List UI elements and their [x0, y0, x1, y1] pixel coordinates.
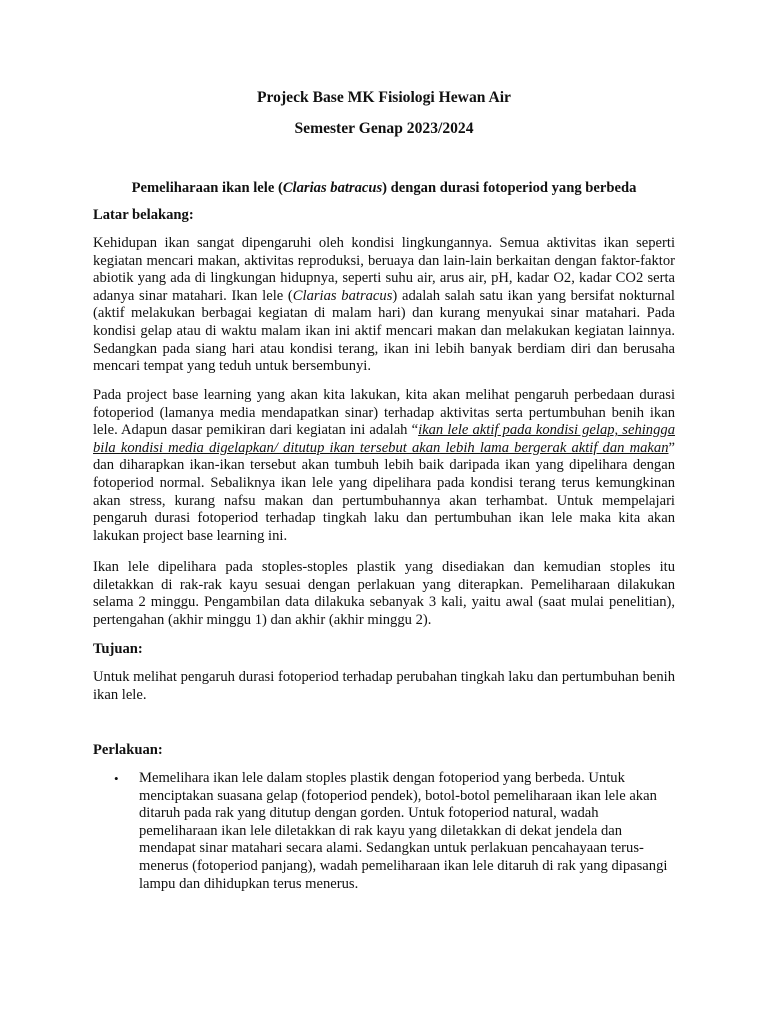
bullet-marker: • [114, 771, 119, 786]
perlakuan-heading: Perlakuan: [93, 742, 163, 758]
latar-p2-before: Pada project base learning yang akan kita lakukan, kita akan melihat pengaruh perbedaan durasi fotoperiod (lamanya media mendapatkan sinar) terhadap aktivitas serta pertumbuhan benih ikan lele. Adapun dasar pemikiran dari kegiatan ini adalah “ [93, 387, 675, 439]
document-title: Projeck Base MK Fisiologi Hewan Air [257, 89, 511, 106]
perlakuan-item-text: Memelihara ikan lele dalam stoples plastik dengan fotoperiod yang berbeda. Untuk menciptakan suasana gelap (fotoperiod pendek), botol-botol pemeliharaan ikan lele akan ditaruh pada rak yang ditutup dengan gorden. Untuk fotoperiod natural, wadah pemeliharaan ikan lele diletakkan di rak kayu yang diletakkan di dekat jendela dan mendapat sinar matahari secara alami. Sedangkan untuk perlakuan pencahayaan terus-menerus (fotoperiod panjang), wadah pemeliharaan ikan lele ditaruh di rak yang dipasangi lampu dan dihidupkan terus menerus. [139, 770, 668, 892]
hypothesis-text: ikan lele aktif pada kondisi gelap, sehingga bila kondisi media digelapkan/ ditutup ikan tersebut akan lebih lama bergerak aktif dan makan [93, 422, 675, 456]
latar-paragraph-2 [93, 387, 675, 545]
latar-p1-species: Clarias batracus [292, 287, 393, 304]
tujuan-heading: Tujuan: [93, 641, 143, 657]
semester-line: Semester Genap 2023/2024 [294, 120, 474, 137]
latar-belakang-heading: Latar belakang: [93, 207, 194, 223]
subtitle-text-after: ) dengan durasi fotoperiod yang berbeda [382, 180, 637, 196]
subtitle-species: Clarias batracus [282, 180, 383, 196]
latar-p2-after: ” dan diharapkan ikan-ikan tersebut akan tumbuh lebih baik daripada ikan yang dipelihara dengan fotoperiod normal. Sebaliknya ikan lele yang dipelihara pada kondisi terang terus kemungkinan akan stress, kurang nafsu makan dan pertumbuhannya akan terhambat. Untuk mempelajari pengaruh durasi fotoperiod terhadap tingkah laku dan pertumbuhan ikan lele maka kita akan lakukan project base learning ini. [93, 439, 675, 544]
tujuan-text: Untuk melihat pengaruh durasi fotoperiod terhadap perubahan tingkah laku dan pertumbuhan benih ikan lele. [93, 669, 675, 703]
latar-p1-after: ) adalah salah satu ikan yang bersifat nokturnal (aktif melakukan berbagai kegiatan di malam hari) dan kurang menyukai sinar matahari. Pada kondisi gelap atau di waktu malam ikan ini aktif mencari makan dan melakukan kegiatan lainnya. Sedangkan pada siang hari atau kondisi terang, ikan ini lebih banyak berdiam diri dan berusaha mencari tempat yang teduh untuk bersembunyi. [93, 287, 675, 375]
project-subtitle [93, 180, 675, 198]
latar-paragraph-1 [93, 235, 675, 376]
subtitle-text-before: Pemeliharaan ikan lele ( [131, 180, 283, 196]
latar-paragraph-3: Ikan lele dipelihara pada stoples-stoples plastik yang disediakan dan kemudian stoples itu diletakkan di rak-rak kayu sesuai dengan perlakuan yang diterapkan. Pemeliharaan dilakukan selama 2 minggu. Pengambilan data dilakuka sebanyak 3 kali, yaitu awal (saat mulai penelitian), pertengahan (akhir minggu 1) dan akhir (akhir minggu 2). [93, 559, 675, 628]
latar-p1-before: Kehidupan ikan sangat dipengaruhi oleh kondisi lingkungannya. Semua aktivitas ikan seperti kegiatan mencari makan, aktivitas reproduksi, beruaya dan lain-lain berkaitan dengan faktor-faktor abiotik yang ada di lingkungan hidupnya, seperti suhu air, arus air, pH, kadar O2, kadar CO2 serta adanya sinar matahari. Ikan lele ( [93, 235, 675, 304]
